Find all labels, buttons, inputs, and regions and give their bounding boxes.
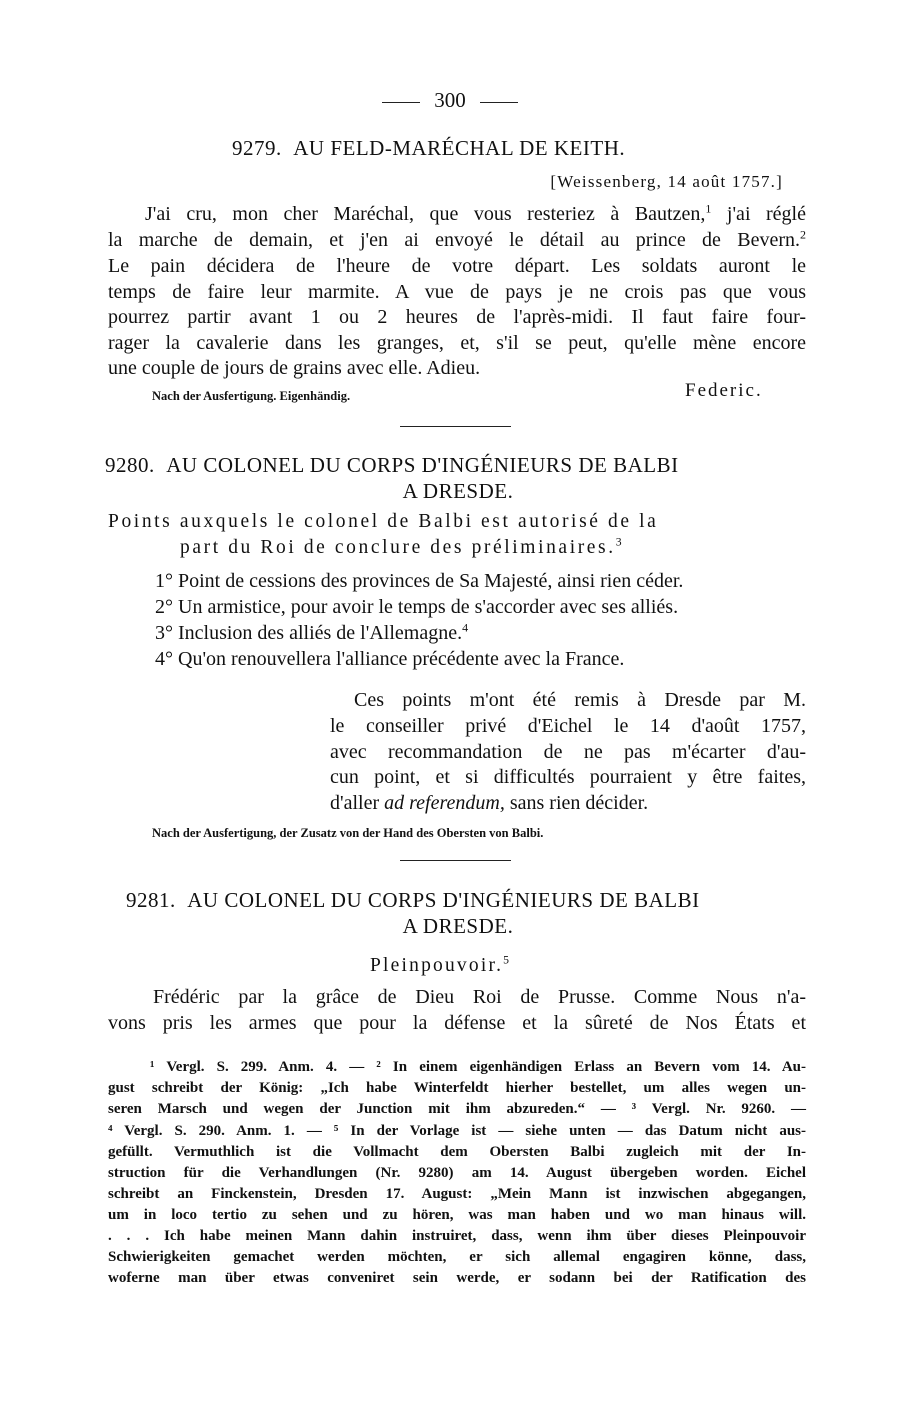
body-line: la marche de demain, et j'en ai envoyé le détail au prince de Bevern.$^2$ — [108, 227, 806, 251]
footnote-line: ¹ Vergl. S. 299. Anm. 4. — ² In einem eigenhändigen Erlass an Bevern vom 14. Au- — [150, 1059, 806, 1075]
footnote-line: gefüllt. Vermuthlich ist die Vollmacht dem Obersten Balbi zugleich mit der In- — [108, 1144, 806, 1160]
page-header — [0, 88, 900, 113]
letter-9280-heading — [105, 453, 679, 478]
letter-subtitle: Pleinpouvoir.$^5$ — [370, 953, 512, 976]
letter-number: 9280. — [105, 453, 155, 477]
footnote-line: gust schreibt der König: „Ich habe Winterfeldt hierher bestellet, um alles wegen un- — [108, 1080, 806, 1096]
section-divider — [400, 860, 511, 861]
source-note: Nach der Ausfertigung. Eigenhändig. — [152, 389, 351, 403]
body-line: une couple de jours de grains avec elle. Adieu. — [108, 357, 481, 379]
letter-9281-heading — [126, 888, 700, 913]
source-note: Nach der Ausfertigung, der Zusatz von der Hand des Obersten von Balbi. — [152, 826, 544, 840]
body-line: temps de faire leur marmite. A vue de pays je ne crois pas que vous — [108, 281, 806, 303]
point-item: 2° Un armistice, pour avoir le temps de s'accorder avec ses alliés. — [155, 596, 679, 618]
note-line: cun point, et si difficultés pourraient y être faites, — [330, 766, 806, 788]
footnote-line: struction für die Verhandlungen (Nr. 9280) am 14. August übergeben worden. Eichel — [108, 1165, 806, 1181]
letter-title: AU COLONEL DU CORPS D'INGÉNIEURS DE BALBI — [187, 888, 700, 912]
footnote-line: ⁴ Vergl. S. 290. Anm. 1. — ⁵ In der Vorlage ist — siehe unten — das Datum nicht aus- — [108, 1123, 806, 1139]
footnote-line: um in loco tertio zu sehen und zu hören, was man haben und wo man hinaus will. — [108, 1207, 806, 1223]
point-item: 1° Point de cessions des provinces de Sa Majesté, ainsi rien céder. — [155, 570, 684, 592]
section-divider — [400, 426, 511, 427]
letter-dateline: [Weissenberg, 14 août 1757.] — [550, 172, 783, 191]
letter-title: AU COLONEL DU CORPS D'INGÉNIEURS DE BALBI — [166, 453, 679, 477]
letter-subtitle: Points auxquels le colonel de Balbi est autorisé de la — [108, 511, 659, 532]
footnote-line: seren Marsch und wegen der Junction mit ihm abzureden.“ — ³ Vergl. Nr. 9260. — — [108, 1101, 806, 1117]
letter-subtitle: part du Roi de conclure des préliminaires.$^3$ — [180, 535, 625, 558]
body-line: Frédéric par la grâce de Dieu Roi de Prusse. Comme Nous n'a- — [153, 986, 806, 1008]
footnote-line: . . . Ich habe meinen Mann dahin instruiret, dass, wenn ihm über dieses Pleinpouvoir — [108, 1228, 806, 1244]
body-line: Le pain décidera de l'heure de votre départ. Les soldats auront le — [108, 255, 806, 277]
footnote-line: woferne man über etwas conveniret sein werde, er sodann bei der Ratification des — [108, 1270, 806, 1286]
footnote-line: Schwierigkeiten gemachet werden möchten, er sich allemal engagiren könne, dass, — [108, 1249, 806, 1265]
letter-title-line2: A DRESDE. — [402, 479, 514, 503]
body-line: vons pris les armes que pour la défense et la sûreté de Nos États et — [108, 1012, 806, 1034]
body-line: rager la cavalerie dans les granges, et, s'il se peut, qu'elle mène encore — [108, 332, 806, 354]
header-dash-right — [480, 102, 518, 103]
letter-number: 9281. — [126, 888, 176, 912]
letter-number: 9279. — [232, 136, 282, 160]
body-line: pourrez partir avant 1 ou 2 heures de l'après-midi. Il faut faire four- — [108, 306, 806, 328]
note-line: le conseiller privé d'Eichel le 14 d'août 1757, — [330, 715, 806, 737]
point-item: 4° Qu'on renouvellera l'alliance précédente avec la France. — [155, 648, 625, 670]
point-item: 3° Inclusion des alliés de l'Allemagne.$^4$ — [155, 620, 469, 644]
letter-9279-heading — [232, 136, 625, 161]
letter-title-line2: A DRESDE. — [402, 914, 514, 938]
header-dash-left — [382, 102, 420, 103]
note-line: d'aller ad referendum, sans rien décider. — [330, 792, 649, 814]
body-line: J'ai cru, mon cher Maréchal, que vous resteriez à Bautzen,$^1$ j'ai réglé — [145, 201, 806, 225]
footnote-line: schreibt an Finckenstein, Dresden 17. August: „Mein Mann ist inzwischen abgegangen, — [108, 1186, 806, 1202]
page-number: 300 — [434, 88, 466, 112]
letter-title: AU FELD-MARÉCHAL DE KEITH. — [293, 136, 626, 160]
note-line: Ces points m'ont été remis à Dresde par M. — [354, 689, 806, 711]
signature: Federic. — [685, 380, 763, 401]
note-line: avec recommandation de ne pas m'écarter d'au- — [330, 741, 806, 763]
